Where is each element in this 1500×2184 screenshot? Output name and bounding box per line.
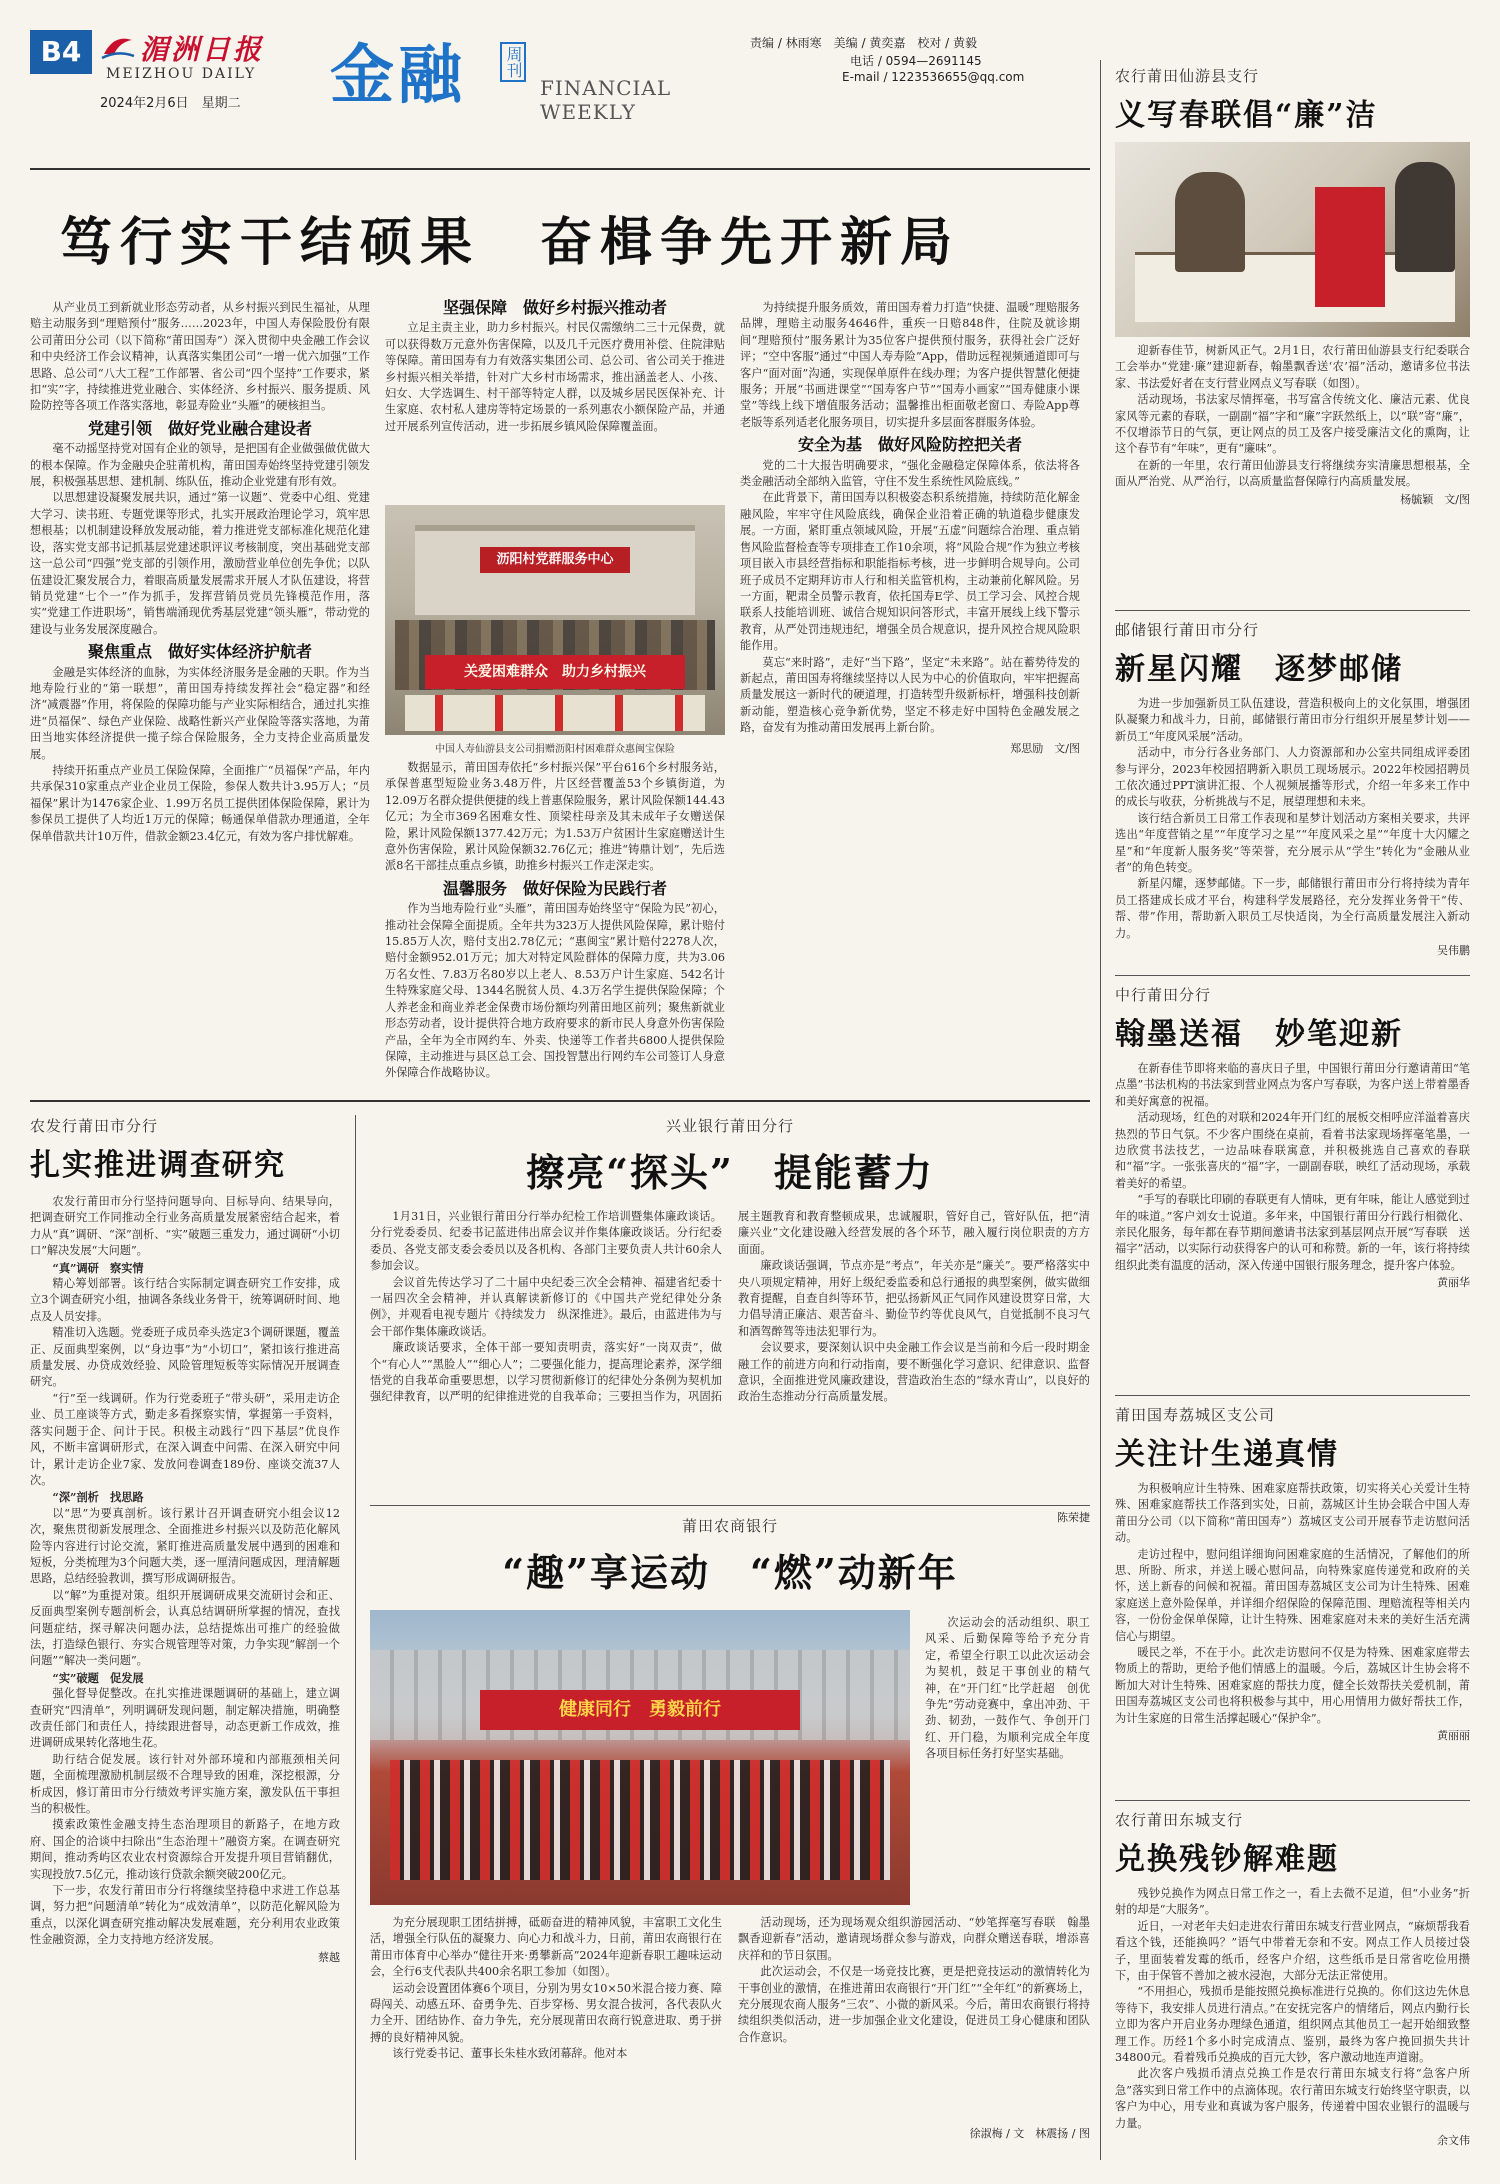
issue-date: 2024年2月6日 星期二	[100, 96, 241, 111]
right4-kicker: 莆田国寿荔城区支公司	[1115, 1406, 1276, 1424]
midcenter-byline: 陈荣捷	[1057, 1511, 1090, 1524]
midbottom-p3: 该行党委书记、董事长朱桂水致闭幕辞。他对本	[392, 2047, 628, 2061]
photo-banner-red: 关爱困难群众 助力乡村振兴	[425, 655, 685, 689]
right5-p3: “不用担心，残损币是能按照兑换标准进行兑换的。你们这边先休息等待下，我安排人员进行清点。”在安抚完客户的情绪后，网点内勤行长立即为客户开启业务办理绿色通道，组织网点其他员工一起开始细致整理工作。历经1个多小时完成清点、鉴别，最终为客户挽回损失共计34800元。看着残币兑换成的百元大钞，客户激动地连声道谢。	[1115, 1985, 1470, 2065]
mid-left-story	[30, 1115, 340, 1965]
right3-kicker: 中行莆田分行	[1115, 986, 1212, 1004]
right3-p1: 在新春佳节即将来临的喜庆日子里，中国银行莆田分行邀请莆田“笔点墨”书法机构的书法家到营业网点为客户写春联，为客户送上带着墨香和美好寓意的祝福。	[1115, 1062, 1470, 1108]
midleft-byline: 蔡越	[318, 1950, 340, 1964]
midcenter-p2: 会议首先传达学习了二十届中央纪委三次全会精神、福建省纪委十一届四次全会精神，并认真解读新修订的《中国共产党纪律处分条例》，并观看电视专题片《持续发力 纵深推进》。最后，由蓝进伟为与会干部作集体廉政谈话。	[370, 1275, 722, 1338]
midbottom-p2: 运动会设置团体赛6个项目，分别为男女10×50米混合接力赛、障碍闯关、动感五环、奋勇争先、百步穿杨、男女混合拔河，各代表队火力全开、团结协作、奋力争先，充分展现莆田农商行锐意进取、勇于拼搏的良好精神风貌。	[370, 1981, 722, 2044]
right1-p3: 在新的一年里，农行莆田仙游县支行将继续夯实清廉思想根基，全面从严治党、从严治行，以高质量监督保障行内高质量发展。	[1115, 458, 1470, 489]
photo-red-couplet	[1315, 187, 1385, 307]
right5-byline: 余文伟	[1437, 2134, 1470, 2148]
lead-s4-p1: 作为当地寿险行业“头雁”，莆田国寿始终坚守“保险为民”初心，推动社会保障全面提质。全年共为323万人提供风险保障，累计赔付15.85万人次，赔付支出2.78亿元；“惠闽宝”累计赔付2278人次，赔付金额952.01万元；加大对特定风险群体的保障力度，共为3.06万名女性、7.83万名80岁以上老人、8.53万户计生家庭、542名计生特殊家庭父母、1344名脱贫人员、4.3万名学生提供保险保障；个人养老金和商业养老金保费市场份额均列莆田地区前列；聚焦新就业形态劳动者，设计提供符合地方政府要求的新市民人身意外伤害保险产品，全年为全市网约车、外卖、快递等工作者共6800人提供保险保障，主动推进与县区总工会、国投智慧出行网约车公司签订人身意外保障合作战略协议。	[385, 902, 725, 1080]
lead-s5-p2: 在此背景下，莆田国寿以积极姿态积系统措施，持续防范化解金融风险，牢牢守住风险底线，确保企业沿着正确的轨道稳步健康发展。一方面，紧盯重点领域风险，开展“五虚”问题综合治理、重点销售风险监督检查等专项排查工作10余项，将“风险合规”作为独立考核项目嵌入市县经营指标和职能指标考核，进一步鲜明合规导向。公司班子成员不定期拜访市人行和相关监管机构，主动兼前化解风险。另一方面，靶肃全员警示教育，依托国寿E学、员工学习会、风控合规联系人技能培训班、诚信合规知识问答形式，丰富开展线上线下警示教育，从严处罚违规违纪，增强全员合规意识，提升风控合规风险职能作用。	[740, 491, 1080, 653]
lead-s1-p2: 以思想建设凝聚发展共识，通过“第一议题”、党委中心组、党建大学习、读书班、专题党课等形式，扎实开展政治理论学习，筑牢思想根基；以机制建设释放发展动能，着力推进党支部标准化规范化建设，落实党支部书记抓基层党建述职评议考核制度，突出基础党支部这一总公司“四强”党支部的引领作用，激励营业单位创先争优；以队伍建设汇聚发展合力，着眼高质量发展需求开展人才队伍建设，将营销员党建“七个一”作为抓手，发挥营销员党员先锋模范作用，落实“党建工作进职场”，销售端涌现优秀基层党建“领头雁”，带动党的建设与业务发展深度融合。	[30, 491, 370, 636]
right3-byline: 黄丽华	[1437, 1276, 1470, 1290]
midcenter-headline: 擦亮“探头” 提能蓄力	[526, 1150, 934, 1195]
right-story-5	[1115, 1800, 1470, 2148]
lead-column-3	[740, 300, 1080, 757]
midbottom-photo	[370, 1610, 910, 1905]
lead-s5-p3: 莫忘“来时路”，走好“当下路”，坚定“未来路”。站在蓄势待发的新起点，莆田国寿将继续坚持以人民为中心的价值取向，牢牢把握高质量发展这一新时代的硬道理，打造转型升级新标杆，增强科技创新新动能，塑造核心竞争新优势，坚定不移走好中国特色金融发展之路，奋发有为推动莆田发展再上新台阶。	[740, 655, 1080, 735]
photo-athletes	[390, 1760, 890, 1880]
midleft-body	[30, 1194, 340, 1949]
lead-headline: 笃行实干结硕果 奋楫争先开新局	[60, 212, 961, 273]
right-story-1	[1115, 65, 1470, 507]
right5-kicker: 农行莆田东城支行	[1115, 1811, 1244, 1829]
midbottom-kicker: 莆田农商银行	[681, 1517, 778, 1535]
midleft-p7: 强化督导促整改。在扎实推进课题调研的基础上，建立调查研究“四清单”，列明调研发现问题，制定解决措施，明确整改责任部门和责任人，持续跟进督导，动态更新工作成效，推进调研成果转化落地生花。	[30, 1687, 340, 1750]
midleft-p9: 摸索政策性金融支持生态治理项目的新路子，在地方政府、国企的洽谈中扫除出“生态治理＋”融资方案。在调查研究期间，推动秀屿区农业农村资源综合开发提升项目营销翻优，实现投放7.5亿元，推动该行贷款余额突破200亿元。	[30, 1818, 340, 1881]
lead-column-1	[30, 300, 370, 845]
right5-p1: 残钞兑换作为网点日常工作之一，看上去微不足道，但“小业务”折射的却是“大服务”。	[1115, 1887, 1470, 1917]
right4-body	[1115, 1481, 1470, 1727]
midleft-p8: 助行结合促发展。该行针对外部环境和内部瓶颈相关问题，全面梳理激励机制层级不合理导致的困难，深挖根源，分析成因，修订莆田市分行绩效考评实施方案，激发队伍干事担当的积极性。	[30, 1752, 340, 1816]
right3-p2: 活动现场，红色的对联和2024年开门红的展板交相呼应洋溢着喜庆热烈的节日气氛。不少客户围绕在桌前，看着书法家现场挥毫笔墨，一边欣赏书法技艺，一边品味春联寓意，并积极挑选自己喜欢的春联和“福”字。一张张喜庆的“福”字，一副副春联，映红了活动现场，承载着美好的希望。	[1115, 1111, 1470, 1190]
lead-subhead-4: 温馨服务 做好保险为民践行者	[442, 878, 667, 898]
right3-body	[1115, 1061, 1470, 1274]
right5-body	[1115, 1886, 1470, 2132]
midleft-kicker: 农发行莆田市分行	[30, 1117, 159, 1135]
editors: 责编 / 林雨寒 美编 / 黄奕嘉 校对 / 黄毅	[750, 36, 978, 50]
right2-body	[1115, 696, 1470, 942]
midbottom-p1: 为充分展现职工团结拼搏，砥砺奋进的精神风貌，丰富职工文化生活，增强全行队伍的凝聚力、向心力和战斗力，日前，莆田农商银行在莆田市体育中心举办“健往开来·勇攀新高”2024年迎新春职工趣味运动会，全行6支代表队共400余名职工参加（如图）。	[370, 1916, 722, 1979]
midbottom-byline: 徐淑梅 / 文 林震扬 / 图	[969, 2127, 1090, 2140]
midleft-p6: 以“解”为重提对策。组织开展调研成果交流研讨会和正、反面典型案例专题剖析会，认真总结调研所掌握的情况，查找问题症结，探寻解决问题办法，总结提炼出可推广的经验做法，打造绿色银行、夯实合规管理等对策，力争实现“解剖一个问题”“解决一类问题”。	[30, 1588, 340, 1668]
phone: 电话 / 0594—2691145	[850, 54, 982, 68]
lead-bottom-rule	[30, 1100, 1090, 1102]
right-story-2	[1115, 610, 1470, 958]
photo-gift-boxes	[405, 695, 705, 731]
lead-column-2b	[385, 760, 725, 1082]
lead-s2-p2: 持续开拓重点产业员工保险保障，全面推广“员福保”产品，年内共承保310家重点产业企业员工保险，参保人数共计3.95万人；“员福保”累计为1476家企业、1.99万名员工提供团体保险保障，累计为参保员工提供了人均近1万元的保障；畅通保单借款办理通道，全年保单借款共计10万件，借款金额23.4亿元，有效为客户排忧解难。	[30, 763, 370, 843]
right2-p1: 为进一步加强新员工队伍建设，营造积极向上的文化氛围，增强团队凝聚力和战斗力，日前，邮储银行莆田市分行组织开展星梦计划——新员工“年度风采展”活动。	[1115, 697, 1470, 743]
lead-s2-p1: 金融是实体经济的血脉，为实体经济服务是金融的天职。作为当地寿险行业的“第一联想”，莆田国寿持续发挥社会“稳定器”和经济“减震器”作用，将保险的保障功能与产业实际相结合，通过扎实推进“员福保”、绿色产业保险、战略性新兴产业保险等落实落地，为莆田当地实体经济提供一揽子综合保险服务，全力支持企业高质量发展。	[30, 665, 370, 761]
masthead	[30, 28, 1110, 143]
right5-headline: 兑换残钞解难题	[1115, 1842, 1339, 1877]
midbottom-side-p: 次运动会的活动组织、职工风采、后勤保障等给予充分肯定，希望全行职工以此次运动会为契机，鼓足干事创业的精气神，在“开门红”比学赶超 创优争先”劳动竞赛中，拿出冲劲、干劲、韧劲，一鼓作气、争创开门红、开门稳，为顺利完成全年度各项目标任务打好坚实基础。	[925, 1616, 1090, 1761]
mid-center-story	[370, 1115, 1090, 1525]
midleft-p4: “行”至一线调研。作为行党委班子“带头研”，采用走访企业、员工座谈等方式，勤走多看探察实情，掌握第一手资料，落实问题于企、问计于民。积极主动践行“四下基层”优良作风，不断丰富调研形式，在深入调查中问需、在深入研究中问计，累计走访企业7家、发放问卷调查189份、座谈交流37人次。	[30, 1391, 340, 1487]
midleft-p10: 下一步，农发行莆田市分行将继续坚持稳中求进工作总基调，努力把“问题清单”转化为“成效清单”，以防范化解风险为重点，以深化调查研究推动解决发展难题，充分利用农业政策性金融资源，全力支持地方经济发展。	[30, 1884, 340, 1947]
right-column-divider	[1100, 60, 1101, 2160]
right1-headline: 义写春联倡“廉”洁	[1115, 98, 1378, 133]
lead-s3-p2: 数据显示，莆田国寿依托“乡村振兴保”平台616个乡村服务站，承保普惠型短险业务3.48万件，片区经营覆盖53个乡镇街道，为12.09万名群众提供便捷的线上普惠保险服务，累计风险保额144.43亿元；为全市369名困难女性、顶梁柱母亲及其未成年子女赠送保险，累计风险保额1377.42万元；为1.53万户贫困计生家庭赠送计生意外伤害保险，累计风险保额32.76亿元；推进“铸鼎计划”，先后选派8名干部挂点重点乡镇，助推乡村振兴工作走深走实。	[385, 761, 725, 873]
right3-headline: 翰墨送福 妙笔迎新	[1115, 1017, 1403, 1052]
email: E-mail / 1223536655@qq.com	[842, 70, 1025, 84]
section-en-2: WEEKLY	[540, 100, 636, 124]
mid-bottom-story	[370, 1515, 1090, 1607]
midcenter-p3: 廉政谈话要求，全体干部一要知责明责，落实好“一岗双责”，做个“有心人”“黑脸人”“细心人”；二要强化能力，提高理论素养，深学细悟党的自我革命重要思想，以学习贯彻新修订的纪律处分条例为契机加强纪律教育，以严明的纪律推进党的自我革命；三要担当作为，巩固拓展主题教育和教育整顿成果，忠诚履职，管好自己，管好队伍，把“清廉兴业”文化建设融入经营发展的各个环节，融入履行岗位职责的方方面面。	[370, 1210, 1090, 1404]
page-number: B4	[30, 30, 92, 74]
lead-s3-p1: 立足主责主业，助力乡村振兴。村民仅需缴纳二三十元保费，就可以获得数万元意外伤害保障，以及几千元医疗费用补偿、住院津贴等保障。莆田国寿有力有效落实集团公司、总公司、省公司关于推进乡村振兴相关举措，针对广大乡村市场需求，推出涵盖老人、小孩、妇女、大学选调生、村干部等特定人群，以及城乡居民医保补充、计生家庭、农村私人建房等特定场景的一系列惠农小额保险产品，并通过开展系列宣传活动，进一步拓展乡镇风险保障覆盖面。	[385, 321, 725, 433]
midleft-headline: 扎实推进调查研究	[30, 1148, 286, 1183]
photo-person-1	[1175, 172, 1245, 272]
lead-column-2	[385, 300, 725, 435]
right2-headline: 新星闪耀 逐梦邮储	[1115, 652, 1403, 687]
midbottom-headline: “趣”享运动 “燃”动新年	[502, 1550, 958, 1595]
right2-kicker: 邮储银行莆田市分行	[1115, 621, 1260, 639]
lead-photo-caption: 中国人寿仙游县支公司捐赠沥阳村困难群众惠闽宝保险	[435, 744, 675, 755]
midbottom-p5: 此次运动会，不仅是一场竞技比赛，更是把竞技运动的激情转化为干事创业的激情，在推进莆田农商银行“开门红”“全年红”的新赛场上，充分展现农商人服务“三农”、小微的新风采。今后，莆田农商银行将持续组织类似活动，进一步加强企业文化建设，促进员工身心健康和团队合作意识。	[738, 1965, 1090, 2044]
midcenter-p1: 1月31日，兴业银行莆田分行举办纪检工作培训暨集体廉政谈话。分行党委委员、纪委书记蓝进伟出席会议并作集体廉政谈话。分行纪委委员、各党支部支委会委员以及各机构、各部门主要负责人共计60余人参加会议。	[370, 1210, 722, 1273]
right4-p3: 暖民之举，不在于小。此次走访慰问不仅是为特殊、困难家庭带去物质上的帮助，更给予他们情感上的温暖。今后，荔城区计生协会将不断加大对计生特殊、困难家庭的帮扶力度，健全长效帮扶关爱机制，莆田国寿荔城区支公司也将积极参与其中，用心用情用力做好帮扶工作，为计生家庭的日常生活撑起暖心“保护伞”。	[1115, 1646, 1470, 1725]
right5-p4: 此次客户残损币清点兑换工作是农行莆田东城支行将“急客户所急”落实到日常工作中的点滴体现。农行莆田东城支行始终坚守职责，以客户为中心，用专业和真诚为客户服务，传递着中国农业银行的温暖与力量。	[1115, 2067, 1470, 2130]
right2-p4: 新星闪耀，逐梦邮储。下一步，邮储银行莆田市分行将持续为青年员工搭建成长成才平台，构建科学发展路径，充分发挥业务骨干“传、帮、带”作用，帮助新入职员工尽快适岗，为全行高质量发展注入新动力。	[1115, 877, 1470, 940]
right2-p2: 活动中，市分行各业务部门、人力资源部和办公室共同组成评委团参与评分，2023年校园招聘新入职员工现场展示。2022年校园招聘员工依次通过PPT演讲汇报、个人视频展播等形式，介绍一年多来工作中的成长与收获，分析挑战与不足，展望理想和未来。	[1115, 746, 1470, 809]
lead-s5-p1: 党的二十大报告明确要求，“强化金融稳定保障体系，依法将各类金融活动全部纳入监管，守住不发生系统性风险底线。”	[740, 458, 1080, 489]
right4-headline: 关注计生递真情	[1115, 1437, 1339, 1472]
photo-banner-sign: 沥阳村党群服务中心	[480, 547, 630, 573]
midcenter-p5: 会议要求，要深刻认识中央金融工作会议是当前和今后一段时期金融工作的前进方向和行动指南，要不断强化学习意识、纪律意识、监督意识，全面推进党风廉政建设，营造政治生态的“绿水青山”，以良好的政治生态推动分行高质量发展。	[738, 1341, 1090, 1404]
right1-p1: 迎新春佳节，树新风正气。2月1日，农行莆田仙游县支行纪委联合工会举办“党建·廉”建迎新春，翰墨飘香送‘农’福”活动，邀请多位书法家、书法爱好者在支行营业网点义写春联（如图）。	[1115, 344, 1470, 390]
midleft-p5: 以“思”为要真剖析。该行累计召开调查研究小组会议12次，聚焦贯彻新发展理念、全面推进乡村振兴以及防范化解风险等内容进行讨论交流，紧盯推进高质量发展中遇到的困难和短板，分类梳理为3个问题大类，逐一厘清问题成因，理清解题思路，总结经验教训，撰写形成调研报告。	[30, 1506, 340, 1586]
right2-byline: 吴伟鹏	[1437, 944, 1470, 958]
midleft-h2: “深”剖析 找思路	[52, 1490, 144, 1505]
lead-s1-p1: 毫不动摇坚持党对国有企业的领导，是把国有企业做强做优做大的根本保障。作为金融央企驻莆机构，莆田国寿始终坚持党建引领发展，积极强基思想、建机制、练队伍，推动企业党建有形有效。	[30, 442, 370, 489]
midleft-p1: 农发行莆田市分行坚持问题导向、目标导向、结果导向，把调查研究工作同推动全行业务高质量发展紧密结合起来，着力从“真”调研、“深”剖析、“实”破题三重发力，通过调研“小切口”解决发展“大问题”。	[30, 1195, 340, 1258]
lead-subhead-1: 党建引领 做好党业融合建设者	[87, 418, 312, 438]
midleft-p3: 精准切入选题。党委班子成员牵头选定3个调研课题，覆盖正、反面典型案例，以“身边事”为“小切口”，紧扣该行推进高质量发展、办贷成效经验、风险管理短板等实际情况开展调查研究。	[30, 1326, 340, 1389]
mid-left-divider	[355, 1115, 356, 2160]
midbottom-p4: 活动现场，还为现场观众组织游园活动、“妙笔挥毫写春联 翰墨飘香迎新春”活动，邀请现场群众参与游戏，向群众赠送春联，增添喜庆祥和的节日氛围。	[738, 1916, 1090, 1962]
section-tag: 周刊	[500, 42, 526, 82]
midcenter-p4: 廉政谈话强调，节点亦是“考点”，年关亦是“廉关”。要严格落实中央八项规定精神，用好上级纪委监委和总行通报的典型案例，做实做细教育提醒，自查自纠等环节，把弘扬新风正气同作风建设贯穿日常，大力倡导清正廉洁、艰苦奋斗、勤俭节约等优良风气，自觉抵制不良习气和酒驾醉驾等违法犯罪行为。	[738, 1259, 1090, 1338]
right1-byline: 杨毓颖 文/图	[1400, 492, 1470, 506]
right1-body	[1115, 343, 1470, 491]
midleft-p2: 精心筹划部署。该行结合实际制定调查研究工作安排，成立3个调查研究小组，抽调各条线业务骨干，统筹调研时间、地点及人员安排。	[30, 1277, 340, 1323]
photo-stage-banner: 健康同行 勇毅前行	[480, 1690, 800, 1730]
paper-name-en: MEIZHOU DAILY	[106, 66, 257, 82]
right4-p1: 为积极响应计生特殊、困难家庭帮扶政策，切实将关心关爱计生特殊、困难家庭帮扶工作落到实处，日前，荔城区计生协会联合中国人寿莆田分公司（以下简称“莆田国寿”）荔城区支公司开展春节走访慰问活动。	[1115, 1482, 1470, 1545]
right2-p3: 该行结合新员工日常工作表现和星梦计划活动方案相关要求，共评选出“年度营销之星”“年度学习之星”“年度风采之星”“年度十大闪耀之星”和“年度新人服务奖”等荣誉，充分展示从“学生”转化为“金融从业者”的角色转变。	[1115, 811, 1470, 875]
section-en-1: FINANCIAL	[540, 76, 672, 100]
midleft-h1: “真”调研 察实情	[52, 1260, 144, 1275]
right-story-3	[1115, 975, 1470, 1290]
midbottom-body	[370, 1915, 1090, 2115]
right4-p2: 走访过程中，慰问组详细询问困难家庭的生活情况，了解他们的所思、所盼、所求，并送上暖心慰问品，向特殊家庭传递党和政府的关怀，送上新春的问候和祝福。莆田国寿荔城区支公司为计生特殊、困难家庭送上意外险保单，并详细介绍保险的保障范围、理赔流程等相关内容，一份份金保单保障，让计生特殊、困难家庭对未来的美好生活充满信心与期望。	[1115, 1547, 1470, 1643]
midbottom-side-text	[925, 1615, 1090, 1763]
right1-photo	[1115, 142, 1470, 337]
right1-kicker: 农行莆田仙游县支行	[1115, 67, 1260, 85]
lead-s4-p2: 为持续提升服务质效，莆田国寿着力打造“快捷、温暖”理赔服务品牌，理赔主动服务4646件，重疾一日赔848件，住院及就诊期间“理赔预付”服务累计为35位客户提供预付服务，获得社会广泛好评；“空中客服”通过“中国人寿寿险”App，借助远程视频通道即可与客户“面对面”沟通，实现保单原件在线办理；为客户提供智慧化便捷服务；开展“书画进课堂”“国寿客户节”“国寿小画家”“国寿健康小课堂”等线上线下增值服务活动；温馨推出柜面敬老窗口、寿险App尊老版等系列适老化服务项目，切实提升多层面客群服务体验。	[740, 301, 1080, 429]
lead-subhead-3: 坚强保障 做好乡村振兴推动者	[442, 298, 667, 317]
paper-name: 湄洲日报	[140, 33, 265, 66]
right4-byline: 黄丽丽	[1437, 1729, 1470, 1743]
midleft-h3: “实”破题 促发展	[52, 1670, 144, 1685]
mid-center-bottom-rule	[370, 1505, 1090, 1506]
section-title: 金融	[330, 39, 466, 113]
lead-byline: 郑思励 文/图	[1010, 741, 1080, 755]
lead-subhead-2: 聚焦重点 做好实体经济护航者	[87, 642, 312, 662]
right5-p2: 近日，一对老年夫妇走进农行莆田东城支行营业网点，“麻烦帮我看看这个钱，还能换吗？”语气中带着无奈和不安。网点工作人员接过袋子，里面装着发霉的纸币，经客户介绍，这些纸币是日常省吃俭用攒下，由于保管不善加之被水浸泡，大部分无法正常使用。	[1115, 1919, 1470, 1983]
right-story-4	[1115, 1395, 1470, 1743]
lead-subhead-5: 安全为基 做好风险防控把关者	[797, 435, 1022, 455]
photo-person-2	[1395, 162, 1455, 272]
lead-photo	[385, 505, 725, 735]
paper-logo-icon	[100, 32, 136, 62]
right1-p2: 活动现场，书法家尽情挥毫，书写富含传统文化、廉洁元素、优良家风等元素的春联，一副副“福”字和“廉”字跃然纸上，以“联”寄“廉”，不仅增添节日的气氛，更让网点的员工及客户接受廉洁文化的熏陶，让这个春节有“年味”，更有“廉味”。	[1115, 393, 1470, 456]
right3-p3: “手写的春联比印刷的春联更有人情味，更有年味，能让人感觉到过年的味道。”客户刘女士说道。多年来，中国银行莆田分行践行相微化、亲民化服务，每年都在春节期间邀请书法家到基层网点开展“写春联 送福字”活动，以实际行动获得客户的认可和称赞。新的一年，该行将持续组织此类有温度的活动，深入传递中国银行服务理念，提升客户体验。	[1115, 1193, 1470, 1272]
midcenter-body	[370, 1209, 1090, 1509]
lead-top-rule	[30, 168, 1090, 170]
lead-intro: 从产业员工到新就业形态劳动者，从乡村振兴到民生福祉，从理赔主动服务到“理赔预付”服务……2023年，中国人寿保险股份有限公司莆田分公司（以下简称“莆田国寿”）深入贯彻中央金融工作会议和中央经济工作会议精神，认真落实集团公司“一增一优六加强”工作思路、总公司“八大工程”工作部署、省公司“四个坚持”工作要求，紧扣“实”字，持续推进党业融合、实体经济、乡村振兴、服务提质、风险防控等各项工作落实落地，彰显寿险业“头雁”的硬核担当。	[30, 301, 370, 413]
midcenter-kicker: 兴业银行莆田分行	[665, 1117, 794, 1135]
